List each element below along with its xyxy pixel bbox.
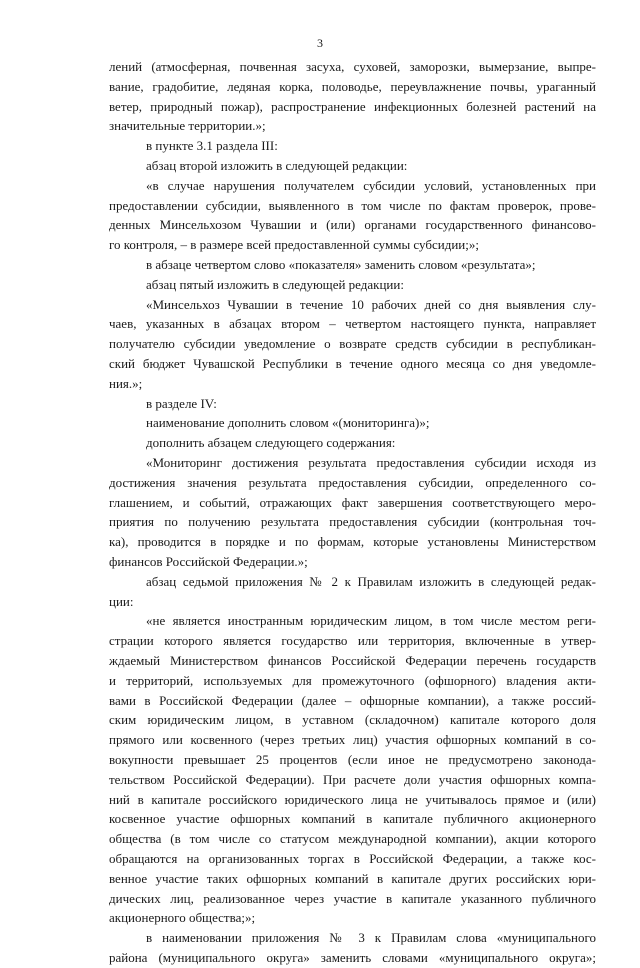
text-line: наименование дополнить словом «(мониторинга)»; (146, 415, 430, 431)
text-line: района (муниципального округа» заменить словами «муниципального округа»; (109, 950, 596, 965)
text-line: «Минсельхоз Чувашии в течение 10 рабочих дней со дня выявления слу- (146, 296, 596, 312)
text-line: ским юридическим лицом, в уставном (складочном) капитале которого доля (109, 712, 596, 728)
text-line: прямого или косвенного (через третьих лиц) участия офшорных компаний в со- (109, 732, 596, 748)
text-line: в абзаце четвертом слово «показателя» заменить словом «результата»; (146, 257, 536, 272)
text-line: денных Минсельхозом Чувашии и (или) органами государственного финансово- (109, 217, 596, 233)
text-line: вокупности превышает 25 процентов (если иное не предусмотрено законода- (109, 752, 596, 767)
text-line: вание, градобитие, ледяная корка, половодье, переувлажнение почвы, ураганный (109, 78, 596, 94)
text-line: глашением, и событий, отражающих факт завершения соответствующего меро- (109, 494, 596, 510)
text-line: «не является иностранным юридическим лицом, в том числе местом реги- (146, 613, 596, 629)
text-line: страции которого является государство или территория, включенные в утвер- (109, 633, 596, 649)
text-line: акционерного общества;»; (109, 910, 256, 926)
text-line: ждаемый Министерством финансов Российской Федерации перечень государств (109, 653, 596, 668)
text-line: ка), проводится в порядке и по формам, которые установлены Министерством (109, 534, 596, 550)
text-line: косвенное участие офшорных компаний в капитале публичного акционерного (109, 811, 596, 827)
text-line: чаев, указанных в абзацах втором – четвертом настоящего пункта, направляет (109, 316, 596, 332)
text-line: обращаются на организованных торгах в Российской Федерации, а также кос- (109, 851, 596, 866)
text-line: абзац седьмой приложения № 2 к Правилам изложить в следующей редак- (146, 573, 596, 589)
page-number: 3 (317, 36, 323, 50)
text-line: дических лиц, реализованное через участие в капитале указанного публичного (109, 890, 596, 906)
text-line: ский бюджет Чувашской Республики в течение одного месяца со дня уведомле- (109, 356, 596, 371)
text-line: ветер, природный пожар), распространение инфекционных болезней растений на (109, 98, 596, 114)
text-line: в разделе IV: (146, 395, 217, 411)
text-line: и территорий, используемых для промежуточного (офшорного) владения акти- (109, 672, 596, 688)
text-line: абзац второй изложить в следующей редакции: (146, 158, 408, 173)
text-line: приятия по получению результата предоставления субсидии (контрольная точ- (109, 514, 596, 530)
text-line: достижения значения результата предоставления субсидии, определенного со- (109, 474, 596, 490)
text-line: вами в Российской Федерации (далее – офшорные компании), а также россий- (109, 692, 596, 708)
text-line: ния.»; (109, 375, 143, 391)
text-line: общества (в том числе со статусом международной компании), акции которого (109, 831, 596, 847)
text-line: получателю субсидии уведомление о возврате средств субсидии в республикан- (109, 336, 596, 352)
text-line: «Мониторинг достижения результата предоставления субсидии исходя из (146, 455, 596, 470)
text-line: значительные территории.»; (109, 118, 266, 134)
text-line: дополнить абзацем следующего содержания: (146, 435, 396, 451)
text-line: предоставлении субсидии, выявленного в том числе по фактам проверок, прове- (109, 197, 596, 213)
text-line: в наименовании приложения № 3 к Правилам слова «муниципального (146, 930, 596, 946)
text-line: финансов Российской Федерации.»; (109, 554, 308, 569)
text-line: тельством Российской Федерации). При расчете доли участия офшорных компа- (109, 771, 596, 787)
text-line: ции: (109, 593, 134, 609)
text-line: ний в капитале российского юридического лица не учитывалось прямое и (или) (109, 791, 596, 807)
text-line: лений (атмосферная, почвенная засуха, суховей, заморозки, вымерзание, выпре- (109, 59, 596, 74)
text-line: го контроля, – в размере всей предоставленной суммы субсидии;»; (109, 237, 479, 253)
text-line: венное участие таких офшорных компаний в капитале других российских юри- (109, 870, 596, 886)
text-line: «в случае нарушения получателем субсидии условий, установленных при (146, 177, 596, 193)
text-line: в пункте 3.1 раздела III: (146, 138, 278, 154)
text-line: абзац пятый изложить в следующей редакции: (146, 276, 404, 292)
